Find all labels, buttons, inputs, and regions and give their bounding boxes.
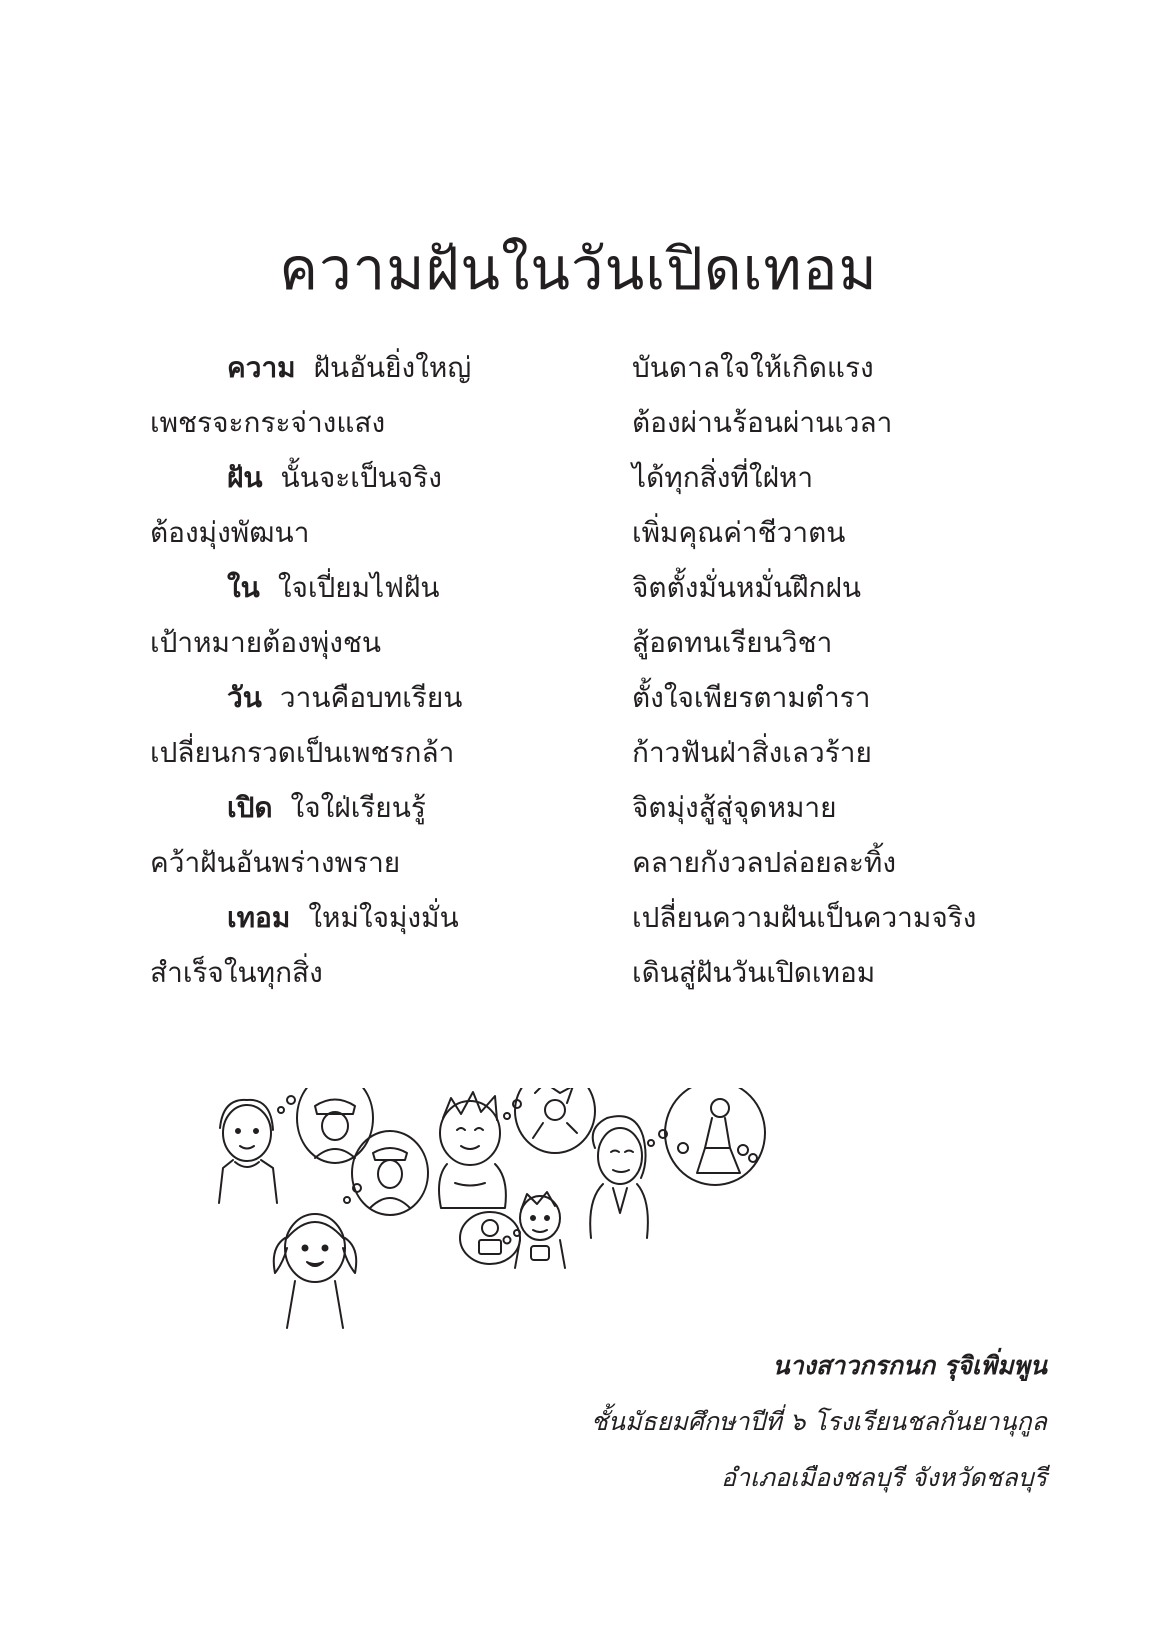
poem-line: เดินสู่ฝันวันเปิดเทอม: [632, 956, 876, 989]
boy-cartoon-3: [515, 1192, 565, 1268]
poem-line: ได้ทุกสิ่งที่ใฝ่หา: [632, 461, 814, 494]
poem-line: เทอม ใหม่ใจมุ่งมั่น: [227, 901, 459, 934]
poem-line: สำเร็จในทุกสิ่ง: [150, 956, 323, 989]
poem-line: บันดาลใจให้เกิดแรง: [632, 351, 874, 384]
poem-line: สู้อดทนเรียนวิชา: [632, 626, 833, 659]
poem-line: เปลี่ยนกรวดเป็นเพชรกล้า: [150, 736, 455, 769]
woman-cartoon: [590, 1116, 648, 1238]
poem-line: ใน ใจเปี่ยมไฟฝัน: [227, 571, 440, 604]
poem-line: ความ ฝันอันยิ่งใหญ่: [227, 351, 472, 384]
girl-cartoon: [274, 1214, 357, 1328]
poem-line: คว้าฝันอันพร่างพราย: [150, 846, 401, 879]
children-dreams-illustration: [215, 1088, 975, 1338]
poem-line: เปลี่ยนความฝันเป็นความจริง: [632, 901, 977, 934]
dream-bubble-nurse: [344, 1131, 428, 1215]
poem-line: เพชรจะกระจ่างแสง: [150, 406, 386, 439]
dream-bubble-athlete: [504, 1088, 595, 1153]
dream-bubble-soldier: [278, 1088, 373, 1163]
poem-keyword: เทอม: [227, 901, 291, 934]
boy-cartoon-1: [219, 1100, 277, 1203]
poem-keyword: วัน: [227, 681, 262, 714]
poem-keyword: เปิด: [227, 791, 273, 824]
poem-line: คลายกังวลปล่อยละทิ้ง: [632, 846, 897, 879]
dream-bubble-teacher: [648, 1088, 765, 1185]
poem-keyword: ความ: [227, 351, 296, 384]
poem-line: เพิ่มคุณค่าชีวาตน: [632, 516, 846, 549]
poem-line: จิตมุ่งสู้สู่จุดหมาย: [632, 791, 837, 824]
boy-cartoon-2: [439, 1092, 506, 1208]
poem-line: ฝัน นั้นจะเป็นจริง: [227, 461, 442, 494]
poem-line: วัน วานคือบทเรียน: [227, 681, 463, 714]
poem-line: ก้าวฟันฝ่าสิ่งเลวร้าย: [632, 736, 872, 769]
poem-keyword: ฝัน: [227, 461, 263, 494]
poem-keyword: ใน: [227, 571, 260, 604]
poem-title: ความฝันในวันเปิดเทอม: [279, 235, 878, 303]
author-school: ชั้นมัธยมศึกษาปีที่ ๖ โรงเรียนชลกันยานุกูล: [590, 1407, 1047, 1436]
poem-line: เปิด ใจใฝ่เรียนรู้: [227, 791, 426, 824]
poem-line: จิตตั้งมั่นหมั่นฝึกฝน: [632, 571, 862, 604]
poem-line: ต้องมุ่งพัฒนา: [150, 516, 310, 549]
author-name: นางสาวกรกนก รุจิเพิ่มพูน: [772, 1351, 1047, 1380]
dream-bubble-photographer: [460, 1212, 520, 1264]
poem-line: เป้าหมายต้องพุ่งชน: [150, 626, 382, 659]
poem-line: ต้องผ่านร้อนผ่านเวลา: [632, 406, 893, 439]
author-location: อำเภอเมืองชลบุรี จังหวัดชลบุรี: [720, 1463, 1047, 1492]
poem-line: ตั้งใจเพียรตามตำรา: [632, 681, 871, 714]
